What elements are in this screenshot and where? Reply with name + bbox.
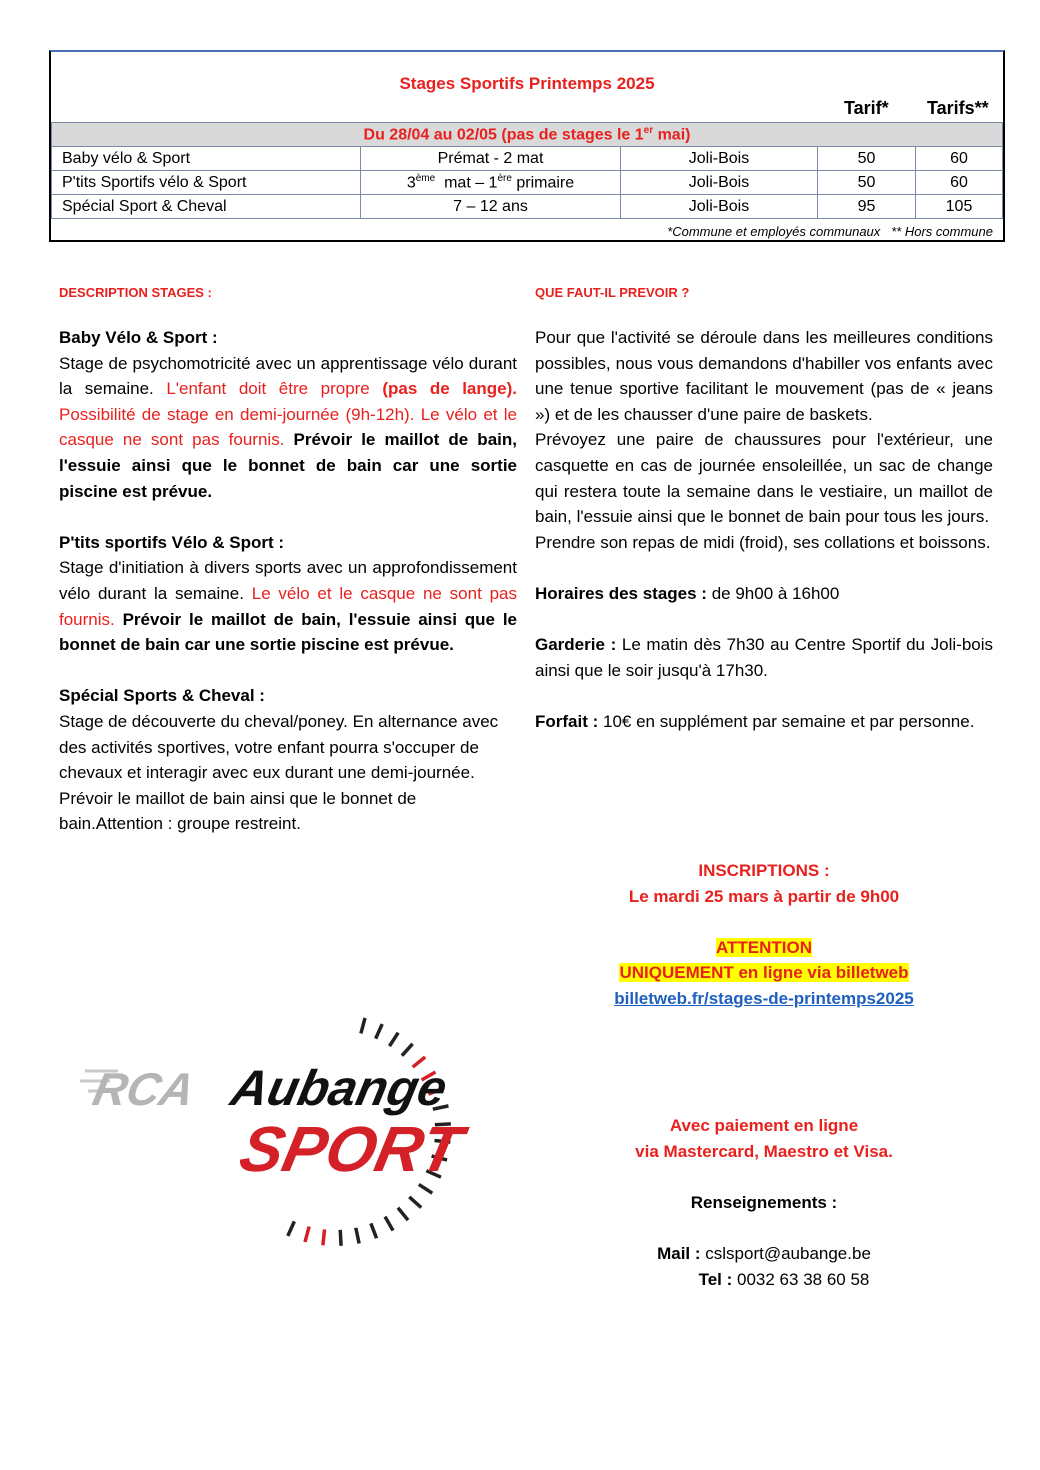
stage-place: Joli-Bois [621, 195, 818, 219]
logo-tick [389, 1033, 398, 1046]
stage-name: Baby vélo & Sport [52, 147, 361, 171]
prevoir-p2: Prévoyez une paire de chaussures pour l'extérieur, une casquette en cas de journée ensoleillée, un sac de change qui restera toute la semaine dans le vestiaire, un maillot de bain, l'essuie ainsi que le bonnet de bain pour tous les jours. [535, 430, 993, 527]
stages-table [51, 122, 1003, 219]
table-row [52, 147, 1003, 171]
tel-value: 0032 63 38 60 58 [732, 1269, 870, 1289]
inscriptions-title: INSCRIPTIONS : [698, 861, 830, 880]
age-part: 3 [406, 174, 416, 192]
stage-place: Joli-Bois [621, 147, 818, 171]
mail-value[interactable]: cslsport@aubange.be [700, 1243, 871, 1263]
horaires-label: Horaires des stages : [535, 583, 707, 603]
horaires [535, 581, 993, 607]
stage-age: 7 – 12 ans [361, 195, 621, 219]
stage-price-commune: 50 [818, 171, 916, 195]
uniquement-label: UNIQUEMENT en ligne via billetweb [619, 963, 909, 983]
stage-price-hors-commune: 60 [916, 147, 1003, 171]
logo-tick [385, 1217, 393, 1231]
paiement-line-2: via Mastercard, Maestro et Visa. [635, 1141, 893, 1161]
period-cell [52, 123, 1003, 147]
logo-tick [376, 1024, 383, 1039]
garderie-label: Garderie : [535, 635, 617, 655]
prevoir-p1: Pour que l'activité se déroule dans les meilleures conditions possibles, nous vous demandons d'habiller vos enfants avec une tenue sportive facilitant le mouvement (pas de « jeans ») et de les chausser d'une paire de baskets. [535, 328, 993, 424]
logo-tick [340, 1230, 341, 1246]
period-sup: er [643, 124, 654, 136]
ptits-text: Stage d'initiation à divers sports avec un approfondissement vélo durant la semaine. [59, 558, 517, 603]
stage-price-hors-commune: 60 [916, 171, 1003, 195]
logo-tick [323, 1229, 325, 1245]
tel-line [535, 1267, 993, 1293]
baby-red-bold: (pas de lange). [382, 379, 517, 399]
special-section [59, 683, 517, 837]
ptits-title: P'tits sportifs Vélo & Sport : [59, 532, 285, 552]
ptits-section [59, 530, 517, 658]
logo-tick [356, 1228, 359, 1244]
logo-tick [402, 1044, 413, 1056]
inscriptions-date: Le mardi 25 mars à partir de 9h00 [628, 886, 900, 906]
logo-sport-text: SPORT [233, 1112, 469, 1185]
logo-tick [361, 1018, 365, 1033]
logo-tick [305, 1227, 309, 1242]
stage-age [361, 171, 621, 195]
age-part: mat – 1 [435, 174, 498, 192]
mail-line [535, 1241, 993, 1267]
inscriptions-block [535, 858, 993, 1012]
ptits-bold-text: Prévoir le maillot de bain, l'essuie ainsi que le bonnet de bain car une sortie piscine est prévue. [59, 609, 517, 655]
tarif-header: Tarif* [844, 98, 889, 118]
rca-aubange-sport-logo [80, 1005, 510, 1255]
age-sup: ère [497, 172, 512, 184]
baby-title: Baby Vélo & Sport : [59, 328, 218, 347]
table-row [52, 171, 1003, 195]
logo-tick [409, 1197, 421, 1208]
prevoir-column [535, 283, 993, 735]
special-title: Spécial Sports & Cheval : [59, 686, 265, 706]
baby-text: Stage de psychomotricité avec un apprentissage vélo durant la semaine. [59, 353, 517, 399]
logo-tick [398, 1208, 408, 1220]
attention-label: ATTENTION [715, 937, 812, 957]
garderie [535, 632, 993, 683]
description-column [59, 283, 517, 837]
tel-label: Tel : [698, 1269, 733, 1289]
stages-table-box [49, 50, 1005, 242]
baby-red-text-2: Possibilité de stage en demi-journée (9h-12h). Le vélo et le casque ne sont pas fournis. [59, 404, 517, 450]
stage-name: P'tits Sportifs vélo & Sport [52, 171, 361, 195]
mail-label: Mail : [657, 1243, 701, 1263]
stage-place: Joli-Bois [621, 171, 818, 195]
baby-bold-text: Prévoir le maillot de bain, l'essuie ainsi que le bonnet de bain car une sortie piscine est prévue. [59, 430, 517, 501]
logo-rca-text: RCA [88, 1063, 200, 1115]
special-text: Stage de découverte du cheval/poney. En alternance avec des activités sportives, votre enfant pourra s'occuper de chevaux et interagir avec eux durant une demi-journée. Prévoir le maillot de bain ainsi que le bonnet de bain.Attention : groupe restreint. [59, 711, 499, 834]
baby-section [59, 325, 517, 504]
logo-aubange-text: Aubange [226, 1059, 453, 1116]
age-part: primaire [511, 174, 575, 192]
logo-tick [371, 1223, 377, 1238]
tarif-note: *Commune et employés communaux ** Hors commune [667, 224, 993, 239]
stage-name: Spécial Sport & Cheval [52, 195, 361, 219]
logo-tick [419, 1184, 432, 1193]
paiement-block [535, 1113, 993, 1292]
forfait [535, 709, 993, 735]
logo-tick [288, 1221, 295, 1236]
paiement-line-1: Avec paiement en ligne [669, 1116, 859, 1135]
period-text: Du 28/04 au 02/05 (pas de stages le 1 [363, 126, 644, 144]
table-row [52, 195, 1003, 219]
age-sup: ème [415, 172, 436, 184]
ptits-red-text: Le vélo et le casque ne sont pas fournis. [59, 583, 517, 629]
baby-red-text: L'enfant doit être propre [166, 379, 383, 399]
table-title: Stages Sportifs Printemps 2025 [399, 74, 655, 93]
stage-price-commune: 95 [818, 195, 916, 219]
period-row [52, 123, 1003, 147]
tarifs-header: Tarifs** [927, 98, 989, 118]
period-end: mai) [653, 126, 691, 144]
stage-price-commune: 50 [818, 147, 916, 171]
renseignements-label: Renseignements : [690, 1192, 838, 1212]
stage-age: Prémat - 2 mat [361, 147, 621, 171]
prevoir-heading: QUE FAUT-IL PREVOIR ? [535, 285, 690, 300]
garderie-value: Le matin dès 7h30 au Centre Sportif du Joli-bois ainsi que le soir jusqu'à 17h30. [535, 635, 994, 680]
horaires-value: de 9h00 à 16h00 [706, 583, 840, 603]
forfait-value: 10€ en supplément par semaine et par personne. [598, 711, 975, 731]
billetweb-link[interactable]: billetweb.fr/stages-de-printemps2025 [614, 988, 914, 1008]
prevoir-p3: Prendre son repas de midi (froid), ses collations et boissons. [535, 532, 991, 552]
description-heading: DESCRIPTION STAGES : [59, 285, 212, 300]
forfait-label: Forfait : [535, 711, 599, 731]
stage-price-hors-commune: 105 [916, 195, 1003, 219]
